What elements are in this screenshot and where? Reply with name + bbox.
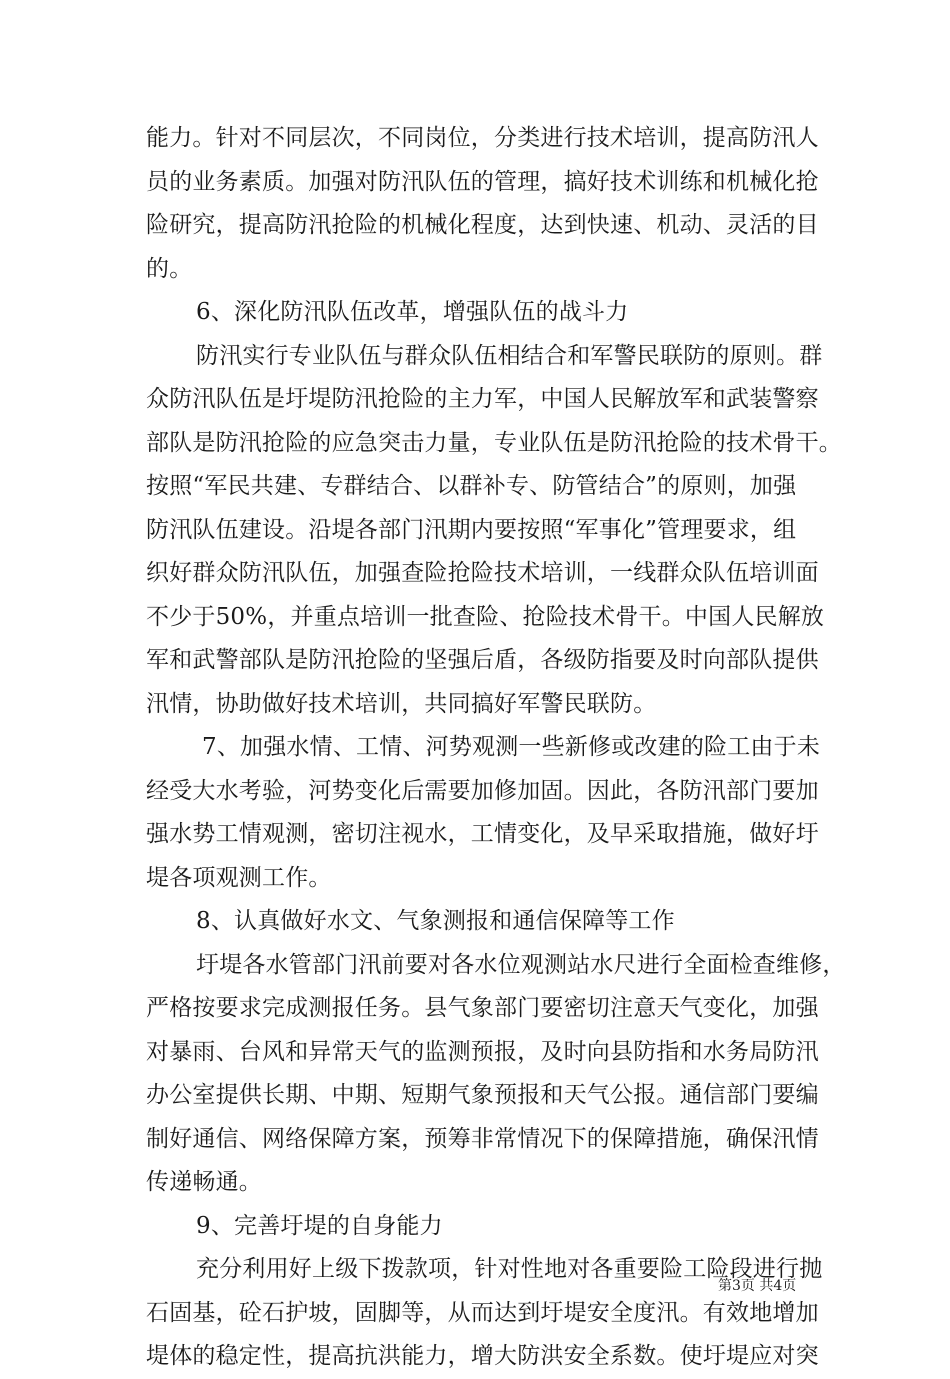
text-line: 充分利用好上级下拨款项，针对性地对各重要险工险段进行抛 xyxy=(196,1256,823,1282)
text-line: 防汛实行专业队伍与群众队伍相结合和军警民联防的原则。群 xyxy=(196,342,823,369)
text-line: 传递畅通。 xyxy=(146,1169,262,1195)
text-line: 办公室提供长期、中期、短期气象预报和天气公报。通信部门要编 xyxy=(146,1082,819,1108)
text-line: 经受大水考验，河势变化后需要加修加固。因此，各防汛部门要加 xyxy=(146,777,819,804)
text-line: 制好通信、网络保障方案，预筹非常情况下的保障措施，确保汛情 xyxy=(146,1125,819,1152)
text-line: 织好群众防汛队伍，加强查险抢险技术培训，一线群众队伍培训面 xyxy=(146,560,819,586)
text-line: 能力。针对不同层次，不同岗位，分类进行技术培训，提高防汛人 xyxy=(146,125,819,151)
page-number-footer: 第3页 共4页 xyxy=(718,1278,797,1294)
text-line: 的。 xyxy=(146,255,193,282)
text-line: 众防汛队伍是圩堤防汛抢险的主力军，中国人民解放军和武装警察 xyxy=(146,386,819,412)
text-line: 严格按要求完成测报任务。县气象部门要密切注意天气变化，加强 xyxy=(146,995,819,1021)
text-line: 险研究，提高防汛抢险的机械化程度，达到快速、机动、灵活的目 xyxy=(146,212,819,238)
text-line: 对暴雨、台风和异常天气的监测预报，及时向县防指和水务局防汛 xyxy=(146,1038,819,1065)
text-line: 员的业务素质。加强对防汛队伍的管理，搞好技术训练和机械化抢 xyxy=(146,168,819,195)
text-line: 堤体的稳定性，提高抗洪能力，增大防洪安全系数。使圩堤应对突 xyxy=(146,1343,819,1369)
text-line: 按照“军民共建、专群结合、以群补专、防管结合”的原则，加强 xyxy=(146,473,797,499)
text-line: 6、深化防汛队伍改革，增强队伍的战斗力 xyxy=(196,299,629,325)
text-line: 强水势工情观测，密切注视水，工情变化，及早采取措施，做好圩 xyxy=(146,821,819,847)
text-line: 汛情，协助做好技术培训，共同搞好军警民联防。 xyxy=(146,690,657,717)
text-line: 7、加强水情、工情、河势观测一些新修或改建的险工由于未 xyxy=(202,734,821,760)
text-line: 石固基，砼石护坡，固脚等，从而达到圩堤安全度汛。有效地增加 xyxy=(146,1299,819,1326)
document-body xyxy=(146,117,846,1379)
text-line: 9、完善圩堤的自身能力 xyxy=(196,1212,443,1239)
text-line: 部队是防汛抢险的应急突击力量，专业队伍是防汛抢险的技术骨干。 xyxy=(146,429,842,456)
text-line: 堤各项观测工作。 xyxy=(146,864,332,891)
text-line: 军和武警部队是防汛抢险的坚强后盾，各级防指要及时向部队提供 xyxy=(146,647,819,673)
text-line: 8、认真做好水文、气象测报和通信保障等工作 xyxy=(196,908,675,934)
text-line: 防汛队伍建设。沿堤各部门汛期内要按照“军事化”管理要求，组 xyxy=(146,516,797,543)
text-line: 圩堤各水管部门汛前要对各水位观测站水尺进行全面检查维修， xyxy=(196,951,846,978)
text-line: 不少于50%，并重点培训一批查险、抢险技术骨干。中国人民解放 xyxy=(146,603,825,630)
